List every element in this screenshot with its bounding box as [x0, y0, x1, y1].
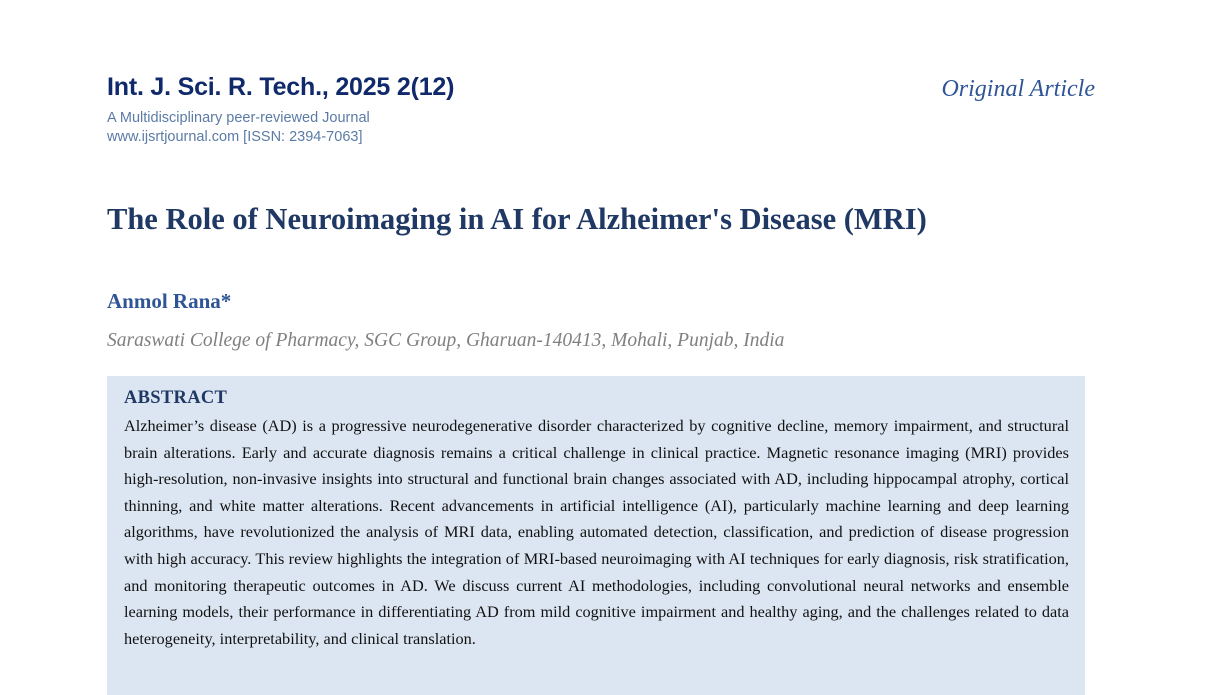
journal-website-issn[interactable]: www.ijsrtjournal.com [ISSN: 2394-7063] [107, 129, 363, 145]
author-name: Anmol Rana* [107, 289, 232, 313]
article-type-label: Original Article [941, 76, 1095, 102]
author-affiliation: Saraswati College of Pharmacy, SGC Group, Gharuan-140413, Mohali, Punjab, India [107, 330, 785, 351]
journal-identity-block [107, 72, 454, 147]
masthead-row [107, 72, 1107, 147]
abstract-section [107, 376, 1085, 695]
journal-tagline: A Multidisciplinary peer-reviewed Journal [107, 110, 370, 126]
page-title: The Role of Neuroimaging in AI for Alzheimer's Disease (MRI) [107, 202, 927, 237]
masthead [107, 72, 1107, 147]
abstract-heading: ABSTRACT [124, 388, 228, 408]
journal-title: Int. J. Sci. R. Tech., 2025 2(12) [107, 73, 455, 101]
abstract-body-text: Alzheimer’s disease (AD) is a progressive neurodegenerative disorder characterized by cognitive decline, memory impairment, and structural brain alterations. Early and accurate diagnosis remains a critical challenge in clinical practice. Magnetic resonance imaging (MRI) provides high-resolution, non-invasive insights into structural and functional brain changes associated with AD, including hippocampal atrophy, cortical thinning, and white matter alterations. Recent advancements in artificial intelligence (AI), particularly machine learning and deep learning algorithms, have revolutionized the analysis of MRI data, enabling automated detection, classification, and prediction of disease progression with high accuracy. This review highlights the integration of MRI-based neuroimaging with AI techniques for early diagnosis, risk stratification, and monitoring therapeutic outcomes in AD. We discuss current AI methodologies, including convolutional neural networks and ensemble learning models, their performance in differentiating AD from mild cognitive impairment and healthy aging, and the challenges related to data heterogeneity, interpretability, and clinical translation. [124, 416, 1069, 648]
